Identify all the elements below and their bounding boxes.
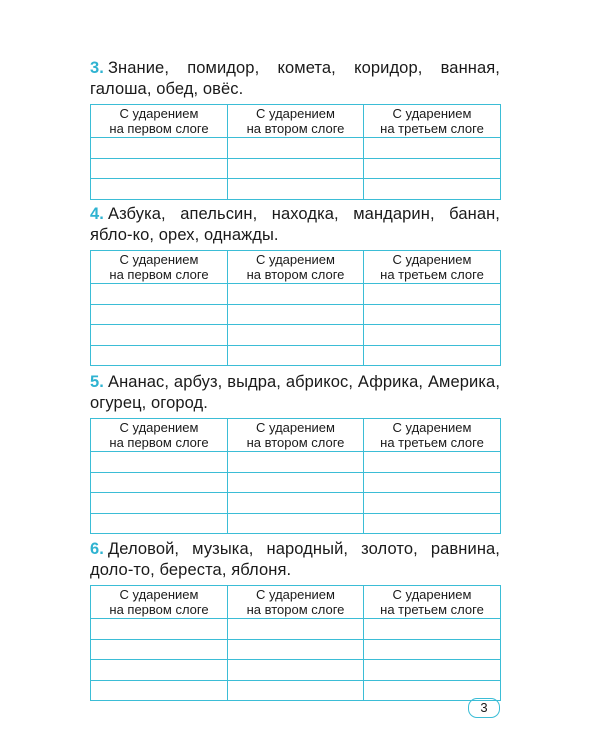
table-row	[91, 325, 501, 346]
answer-cell[interactable]	[228, 493, 364, 514]
answer-cell[interactable]	[364, 304, 501, 325]
table-header-row	[91, 419, 501, 452]
table-row	[91, 452, 501, 473]
answer-cell[interactable]	[228, 158, 364, 179]
table-row	[91, 304, 501, 325]
answer-cell[interactable]	[91, 284, 228, 305]
table-row	[91, 619, 501, 640]
header-second-syllable: С ударением на втором слоге	[228, 586, 364, 619]
answer-cell[interactable]	[228, 138, 364, 159]
exercise-6	[90, 539, 500, 701]
answer-cell[interactable]	[228, 179, 364, 200]
exercise-4-number: 4.	[90, 205, 104, 223]
table-header-row	[91, 105, 501, 138]
header-first-syllable: С ударением на первом слоге	[91, 105, 228, 138]
answer-cell[interactable]	[91, 304, 228, 325]
answer-cell[interactable]	[364, 472, 501, 493]
answer-cell[interactable]	[91, 452, 228, 473]
table-row	[91, 472, 501, 493]
exercise-3-text	[90, 58, 500, 100]
answer-cell[interactable]	[91, 472, 228, 493]
table-row	[91, 493, 501, 514]
answer-cell[interactable]	[228, 284, 364, 305]
exercise-3-table	[90, 104, 501, 200]
answer-cell[interactable]	[228, 304, 364, 325]
answer-cell[interactable]	[91, 158, 228, 179]
table-header-row	[91, 586, 501, 619]
answer-cell[interactable]	[91, 138, 228, 159]
exercise-3	[90, 58, 500, 200]
header-first-syllable: С ударением на первом слоге	[91, 586, 228, 619]
answer-cell[interactable]	[228, 619, 364, 640]
answer-cell[interactable]	[91, 680, 228, 701]
exercise-5	[90, 372, 500, 534]
exercise-5-words: Ананас, арбуз, выдра, абрикос, Африка, Америка, огурец, огород.	[90, 373, 500, 412]
header-third-syllable: С ударением на третьем слоге	[364, 105, 501, 138]
header-third-syllable: С ударением на третьем слоге	[364, 586, 501, 619]
header-second-syllable: С ударением на втором слоге	[228, 419, 364, 452]
exercise-4-text	[90, 204, 500, 246]
answer-cell[interactable]	[364, 493, 501, 514]
answer-cell[interactable]	[228, 472, 364, 493]
table-row	[91, 660, 501, 681]
header-third-syllable: С ударением на третьем слоге	[364, 251, 501, 284]
table-row	[91, 513, 501, 534]
answer-cell[interactable]	[364, 452, 501, 473]
answer-cell[interactable]	[364, 325, 501, 346]
exercise-6-text	[90, 539, 500, 581]
answer-cell[interactable]	[228, 345, 364, 366]
answer-cell[interactable]	[364, 660, 501, 681]
answer-cell[interactable]	[228, 513, 364, 534]
answer-cell[interactable]	[364, 513, 501, 534]
table-row	[91, 284, 501, 305]
answer-cell[interactable]	[364, 639, 501, 660]
answer-cell[interactable]	[91, 179, 228, 200]
answer-cell[interactable]	[91, 619, 228, 640]
answer-cell[interactable]	[364, 619, 501, 640]
exercise-4-words: Азбука, апельсин, находка, мандарин, банан, ябло-ко, орех, однажды.	[90, 205, 500, 244]
answer-cell[interactable]	[364, 158, 501, 179]
answer-cell[interactable]	[91, 493, 228, 514]
exercise-6-table	[90, 585, 501, 701]
answer-cell[interactable]	[91, 639, 228, 660]
answer-cell[interactable]	[364, 345, 501, 366]
header-second-syllable: С ударением на втором слоге	[228, 105, 364, 138]
table-row	[91, 639, 501, 660]
exercise-5-number: 5.	[90, 373, 104, 391]
answer-cell[interactable]	[91, 513, 228, 534]
header-third-syllable: С ударением на третьем слоге	[364, 419, 501, 452]
table-row	[91, 179, 501, 200]
answer-cell[interactable]	[91, 325, 228, 346]
table-row	[91, 158, 501, 179]
table-row	[91, 345, 501, 366]
exercise-6-words: Деловой, музыка, народный, золото, равнина, доло-то, береста, яблоня.	[90, 540, 500, 579]
answer-cell[interactable]	[364, 179, 501, 200]
answer-cell[interactable]	[228, 639, 364, 660]
table-row	[91, 138, 501, 159]
answer-cell[interactable]	[228, 660, 364, 681]
exercise-3-words: Знание, помидор, комета, коридор, ванная, галоша, обед, овёс.	[90, 59, 500, 98]
exercise-6-number: 6.	[90, 540, 104, 558]
answer-cell[interactable]	[364, 284, 501, 305]
page-number-badge: 3	[468, 698, 500, 718]
exercise-5-text	[90, 372, 500, 414]
answer-cell[interactable]	[364, 138, 501, 159]
answer-cell[interactable]	[228, 680, 364, 701]
table-header-row	[91, 251, 501, 284]
answer-cell[interactable]	[228, 452, 364, 473]
header-second-syllable: С ударением на втором слоге	[228, 251, 364, 284]
header-first-syllable: С ударением на первом слоге	[91, 419, 228, 452]
header-first-syllable: С ударением на первом слоге	[91, 251, 228, 284]
answer-cell[interactable]	[228, 325, 364, 346]
exercise-5-table	[90, 418, 501, 534]
table-row	[91, 680, 501, 701]
exercise-3-number: 3.	[90, 59, 104, 77]
answer-cell[interactable]	[91, 660, 228, 681]
exercise-4-table	[90, 250, 501, 366]
answer-cell[interactable]	[91, 345, 228, 366]
exercise-4	[90, 204, 500, 366]
